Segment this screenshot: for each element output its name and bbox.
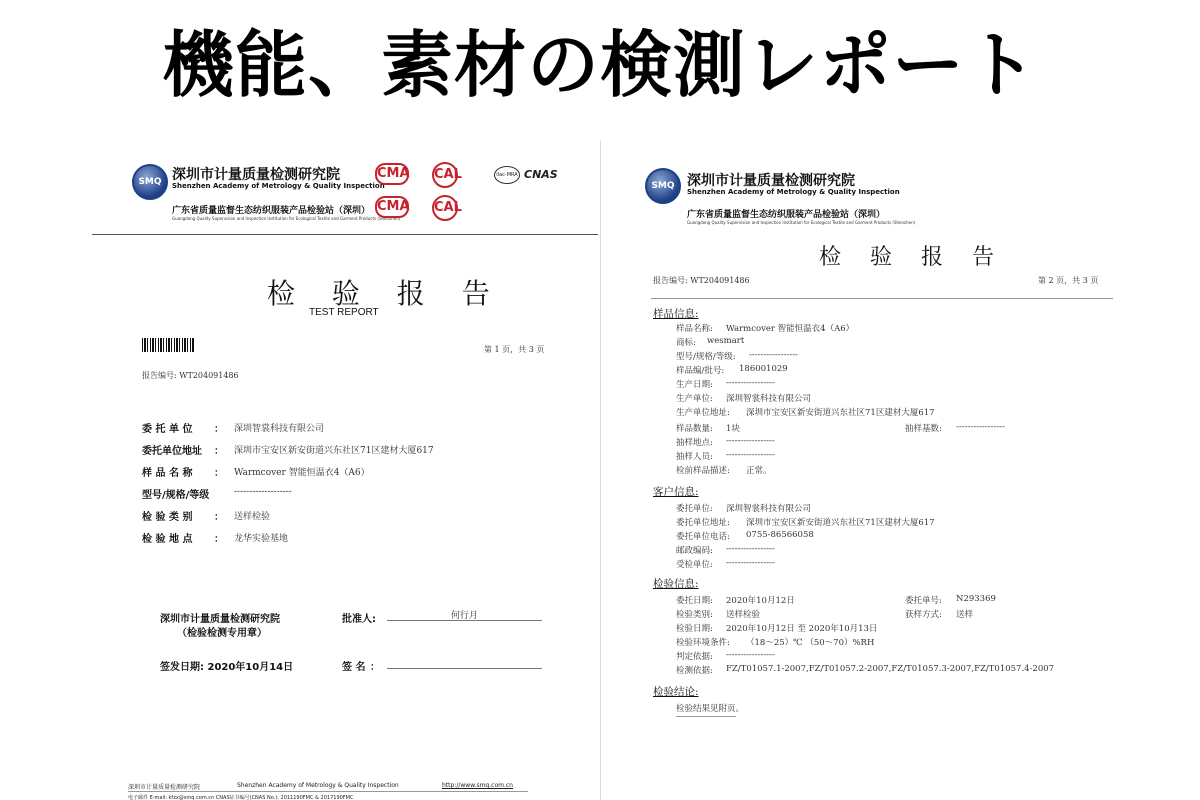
field-label: 委 托 单 位 xyxy=(142,424,193,435)
row-value: ----------------- xyxy=(726,378,775,388)
row-label: 邮政编码: xyxy=(676,546,713,556)
row-label: 抽样人员: xyxy=(676,452,713,462)
row-value: ----------------- xyxy=(726,544,775,554)
field-value: 深圳智裳科技有限公司 xyxy=(234,424,325,434)
row-label: 检验类别: xyxy=(676,610,713,620)
smq-logo: SMQ xyxy=(132,164,168,200)
field-label: 型号/规格/等级 xyxy=(142,490,210,501)
row-label: 判定依据: xyxy=(676,652,713,662)
field-value: 送样检验 xyxy=(234,512,271,522)
footer-org-cn: 深圳市计量质量检测研究院 xyxy=(128,784,201,791)
section-inspection-info: 检验信息: xyxy=(653,578,699,590)
row-value: Warmcover 智能恒温衣4（A6） xyxy=(726,324,855,334)
footer-website-link[interactable]: http://www.smq.com.cn xyxy=(442,782,513,789)
row-label: 检测依据: xyxy=(676,666,713,676)
station-name-cn: 广东省质量监督生态纺织服装产品检验站（深圳） xyxy=(172,206,371,216)
org-name-cn: 深圳市计量质量检测研究院 xyxy=(172,167,340,183)
row-value: 2020年10月12日 xyxy=(726,596,795,606)
field-colon: ： xyxy=(214,468,224,479)
org-name-en: Shenzhen Academy of Metrology & Quality Inspection xyxy=(687,188,900,196)
row-label: 委托单位电话: xyxy=(676,532,730,542)
org-name-en: Shenzhen Academy of Metrology & Quality Inspection xyxy=(172,182,385,190)
row-label: 委托单位: xyxy=(676,504,713,514)
station-name-en: Guangdong Quality Supervision and Inspection Institution for Ecological Textile and Garment Products (Shenzhen) xyxy=(172,216,401,221)
smq-logo: SMQ xyxy=(645,168,681,204)
row-value: FZ/T01057.1-2007,FZ/T01057.2-2007,FZ/T01057.3-2007,FZ/T01057.4-2007 xyxy=(726,664,1055,674)
sign-label: 签 名 xyxy=(342,662,366,673)
row-label: 受检单位: xyxy=(676,560,713,570)
field-label: 检 验 类 别 xyxy=(142,512,193,523)
section-sample-info: 样品信息: xyxy=(653,308,699,320)
row-value: ----------------- xyxy=(726,450,775,460)
field-value: 深圳市宝安区新安街道兴东社区71区建材大厦617 xyxy=(234,446,434,456)
row-label: 检前样品描述: xyxy=(676,466,730,476)
field-label: 样 品 名 称 xyxy=(142,468,193,479)
row-label: 抽样地点: xyxy=(676,438,713,448)
row-label: 样品数量: xyxy=(676,424,713,434)
row-label: 生产单位地址: xyxy=(676,408,730,418)
report-title: 检 验 报 告 xyxy=(819,245,1005,270)
report-title: 检 验 报 告 xyxy=(267,277,504,310)
row-value: ----------------- xyxy=(956,422,1005,432)
signature-line xyxy=(387,656,542,669)
row-value: 送样检验 xyxy=(726,610,761,620)
signing-org-seal: （检验检测专用章） xyxy=(177,628,267,639)
row-value: 正常。 xyxy=(746,466,772,476)
signing-org: 深圳市计量质量检测研究院 xyxy=(160,614,280,625)
cnas-mark-icon: CNAS xyxy=(524,168,558,181)
row-label: 委托单位地址: xyxy=(676,518,730,528)
page-number: 第 1 页，共 3 页 xyxy=(484,345,545,354)
report-page-1 xyxy=(92,140,600,800)
cal-mark-icon: CAL xyxy=(432,162,458,188)
approver-signature: 何行月 xyxy=(387,608,542,621)
row-label: 生产日期: xyxy=(676,380,713,390)
barcode-icon xyxy=(142,338,194,352)
field-label: 委托单位地址 xyxy=(142,446,202,457)
row-value: 0755-86566058 xyxy=(746,530,814,540)
row-label: 生产单位: xyxy=(676,394,713,404)
row-label: 获样方式: xyxy=(905,610,942,620)
row-value: 1块 xyxy=(726,424,740,434)
footer-contact: 电子邮件 E-mail: kfzx@smq.com.cn CNAS证书编号(CNAS No.): 2011190FMC & 2017190FMC xyxy=(128,795,354,800)
org-name-cn: 深圳市计量质量检测研究院 xyxy=(687,173,855,189)
row-label: 检验日期: xyxy=(676,624,713,634)
row-value: 2020年10月12日 至 2020年10月13日 xyxy=(726,624,878,634)
row-label: 样品编/批号: xyxy=(676,366,725,376)
conclusion-text: 检验结果见附页。 xyxy=(676,704,745,714)
row-value: 深圳智裳科技有限公司 xyxy=(726,504,812,514)
row-value: （18～25）℃ （50～70）%RH xyxy=(746,638,875,648)
footer-divider xyxy=(128,791,528,792)
footer-org-en: Shenzhen Academy of Metrology & Quality Inspection xyxy=(237,782,399,789)
row-value: wesmart xyxy=(707,336,745,346)
report-page-2 xyxy=(600,140,1126,800)
row-value: ----------------- xyxy=(726,650,775,660)
row-value: 186001029 xyxy=(739,364,788,374)
row-value: ----------------- xyxy=(726,436,775,446)
header-divider xyxy=(651,298,1113,299)
cma-mark-icon: CMA xyxy=(375,196,409,218)
station-name-cn: 广东省质量监督生态纺织服装产品检验站（深圳） xyxy=(687,210,886,220)
station-name-en: Guangdong Quality Supervision and Inspection Institution for Ecological Textile and Garment Products (Shenzhen) xyxy=(687,220,916,225)
field-colon: ： xyxy=(214,512,224,523)
field-value: ------------------- xyxy=(234,487,292,497)
conclusion-underline xyxy=(676,716,736,717)
row-value: 深圳市宝安区新安街道兴东社区71区建材大厦617 xyxy=(746,518,935,528)
cma-mark-icon: CMA xyxy=(375,163,409,185)
report-number: 报告编号: WT204091486 xyxy=(142,371,239,380)
field-value: 龙华实验基地 xyxy=(234,534,289,544)
row-label: 抽样基数: xyxy=(905,424,942,434)
row-value: 深圳市宝安区新安街道兴东社区71区建材大厦617 xyxy=(746,408,935,418)
cal-mark-icon: CAL xyxy=(432,195,458,221)
field-colon: ： xyxy=(214,424,224,435)
report-number: 报告编号: WT204091486 xyxy=(653,276,750,285)
field-colon: ： xyxy=(214,446,224,457)
row-label: 委托日期: xyxy=(676,596,713,606)
row-label: 委托单号: xyxy=(905,596,942,606)
field-label: 检 验 地 点 xyxy=(142,534,193,545)
page-number: 第 2 页，共 3 页 xyxy=(1038,276,1099,285)
row-label: 商标: xyxy=(676,338,696,348)
letterhead-divider xyxy=(92,234,598,235)
row-value: 深圳智裳科技有限公司 xyxy=(726,394,812,404)
sign-colon: ： xyxy=(370,662,380,673)
report-title-en: TEST REPORT xyxy=(309,307,379,318)
section-customer-info: 客户信息: xyxy=(653,486,699,498)
row-label: 检验环境条件: xyxy=(676,638,730,648)
field-value: Warmcover 智能恒温衣4（A6） xyxy=(234,468,370,478)
page-title: 機能、素材の検測レポート xyxy=(161,23,1038,107)
field-colon: ： xyxy=(214,534,224,545)
section-conclusion: 检验结论: xyxy=(653,686,699,698)
row-label: 型号/规格/等级: xyxy=(676,352,736,362)
row-value: N293369 xyxy=(956,594,996,604)
issue-date: 签发日期: 2020年10月14日 xyxy=(160,662,294,673)
ilac-mark-icon: ilac-MRA xyxy=(494,166,520,184)
row-value: ----------------- xyxy=(726,558,775,568)
row-value: ----------------- xyxy=(749,350,798,360)
row-label: 样品名称: xyxy=(676,324,713,334)
row-value: 送样 xyxy=(956,610,974,620)
approver-label: 批准人: xyxy=(342,614,376,625)
